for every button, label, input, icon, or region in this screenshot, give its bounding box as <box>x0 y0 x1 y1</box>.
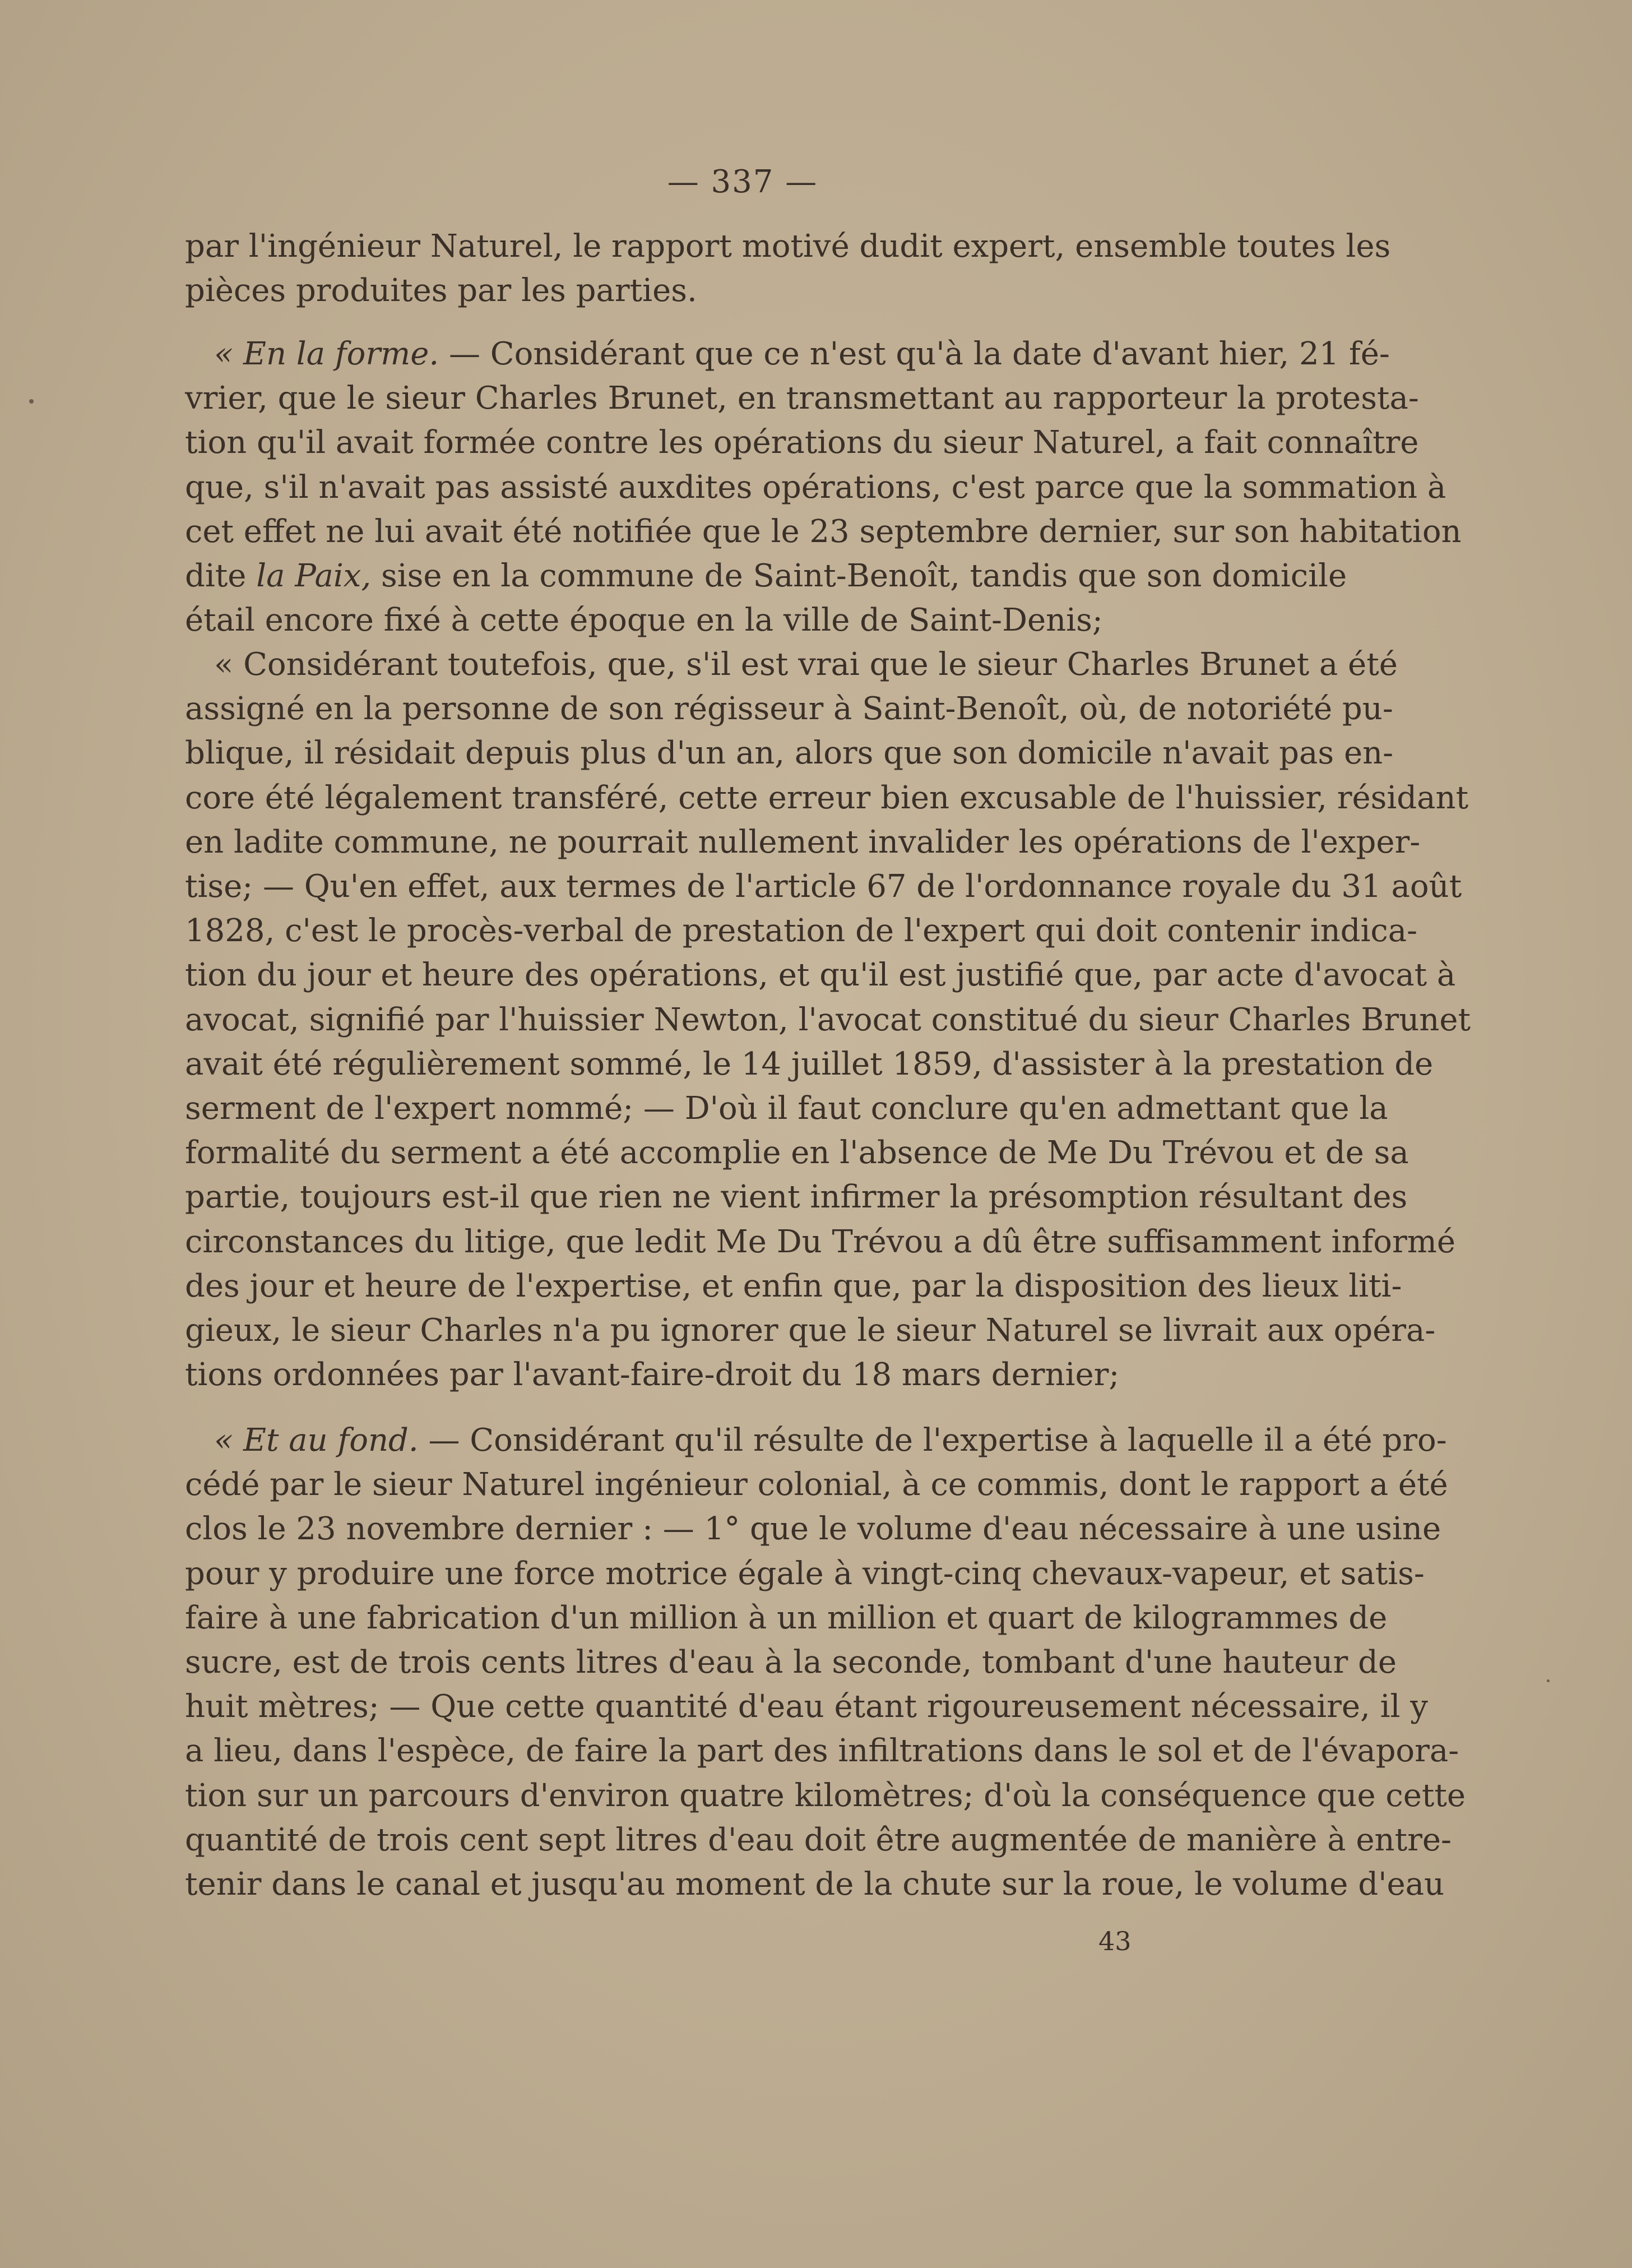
paper-speck <box>29 399 34 404</box>
paragraph-1 <box>185 224 1391 313</box>
text-line: avait été régulièrement sommé, le 14 juillet 1859, d'assister à la prestation de <box>185 1045 1434 1082</box>
text-line: faire à une fabrication d'un million à un million et quart de kilogrammes de <box>185 1599 1388 1636</box>
text-line: tise; — Qu'en effet, aux termes de l'article 67 de l'ordonnance royale du 31 août <box>185 868 1462 905</box>
paragraph-lead: « Et au fond. <box>214 1422 429 1459</box>
text-line: gieux, le sieur Charles n'a pu ignorer que le sieur Naturel se livrait aux opéra- <box>185 1312 1436 1349</box>
text-line: serment de l'expert nommé; — D'où il faut conclure qu'en admettant que la <box>185 1090 1388 1127</box>
text-line: quantité de trois cent sept litres d'eau doit être augmentée de manière à entre- <box>185 1821 1452 1858</box>
paper-speck <box>1547 1679 1550 1682</box>
text-line: tenir dans le canal et jusqu'au moment de la chute sur la roue, le volume d'eau <box>185 1866 1445 1903</box>
text-line: tion sur un parcours d'environ quatre kilomètres; d'où la conséquence que cette <box>185 1777 1466 1814</box>
text-line: « Considérant toutefois, que, s'il est vrai que le sieur Charles Brunet a été <box>214 646 1398 683</box>
text-line: étail encore fixé à cette époque en la ville de Saint-Denis; <box>185 602 1103 639</box>
paragraph-lead: « En la forme. <box>214 336 449 372</box>
text-line: 1828, c'est le procès-verbal de prestation de l'expert qui doit contenir indica- <box>185 913 1418 950</box>
text-line: pièces produites par les parties. <box>185 272 697 309</box>
text-line: assigné en la personne de son régisseur à Saint-Benoît, où, de notoriété pu- <box>185 691 1393 728</box>
text-line: cet effet ne lui avait été notifiée que le 23 septembre dernier, sur son habitation <box>185 513 1462 550</box>
text-line: que, s'il n'avait pas assisté auxdites opérations, c'est parce que la sommation à <box>185 469 1446 506</box>
text-line: par l'ingénieur Naturel, le rapport motivé dudit expert, ensemble toutes les <box>185 228 1391 265</box>
text-line: tion qu'il avait formée contre les opérations du sieur Naturel, a fait connaître <box>185 424 1419 461</box>
text-line: clos le 23 novembre dernier : — 1° que le volume d'eau nécessaire à une usine <box>185 1511 1441 1548</box>
text-line: cédé par le sieur Naturel ingénieur colonial, à ce commis, dont le rapport a été <box>185 1466 1448 1503</box>
text-line: vrier, que le sieur Charles Brunet, en transmettant au rapporteur la protesta- <box>185 380 1419 417</box>
italic-name: la Paix, <box>256 558 372 595</box>
text-line: pour y produire une force motrice égale à vingt-cinq chevaux-vapeur, et satis- <box>185 1555 1425 1592</box>
text-line: des jour et heure de l'expertise, et enfin que, par la disposition des lieux liti- <box>185 1267 1402 1304</box>
text-line: blique, il résidait depuis plus d'un an, alors que son domicile n'avait pas en- <box>185 735 1394 772</box>
text-line: dite la Paix, sise en la commune de Saint-Benoît, tandis que son domicile <box>185 558 1347 595</box>
text-line: en ladite commune, ne pourrait nullement invalider les opérations de l'exper- <box>185 823 1421 860</box>
text-line: huit mètres; — Que cette quantité d'eau étant rigoureusement nécessaire, il y <box>185 1688 1428 1725</box>
text-line: avocat, signifié par l'huissier Newton, l'avocat constitué du sieur Charles Brunet <box>185 1001 1471 1038</box>
text-line: sucre, est de trois cents litres d'eau à la seconde, tombant d'une hauteur de <box>185 1644 1397 1681</box>
text-line: « En la forme. — Considérant que ce n'est qu'à la date d'avant hier, 21 fé- <box>214 336 1390 372</box>
text-line: partie, toujours est-il que rien ne vient infirmer la présomption résultant des <box>185 1179 1408 1216</box>
text-line: a lieu, dans l'espèce, de faire la part des infiltrations dans le sol et de l'évapora- <box>185 1733 1459 1770</box>
paragraph-2 <box>185 332 1462 642</box>
text-line: circonstances du litige, que ledit Me Du Trévou a dû être suffisamment informé <box>185 1223 1455 1260</box>
text-line: formalité du serment a été accomplie en l'absence de Me Du Trévou et de sa <box>185 1135 1409 1172</box>
page-header: — 337 — <box>667 164 818 200</box>
paragraph-3 <box>185 642 1471 1397</box>
text-line: tions ordonnées par l'avant-faire-droit du 18 mars dernier; <box>185 1357 1120 1394</box>
text-line: core été légalement transféré, cette erreur bien excusable de l'huissier, résidant <box>185 779 1469 816</box>
paragraph-4 <box>185 1418 1466 1906</box>
text-line: tion du jour et heure des opérations, et qu'il est justifié que, par acte d'avocat à <box>185 957 1456 994</box>
text-line: « Et au fond. — Considérant qu'il résulte de l'expertise à laquelle il a été pro- <box>214 1422 1447 1459</box>
folio-number: 43 <box>1098 1926 1132 1956</box>
